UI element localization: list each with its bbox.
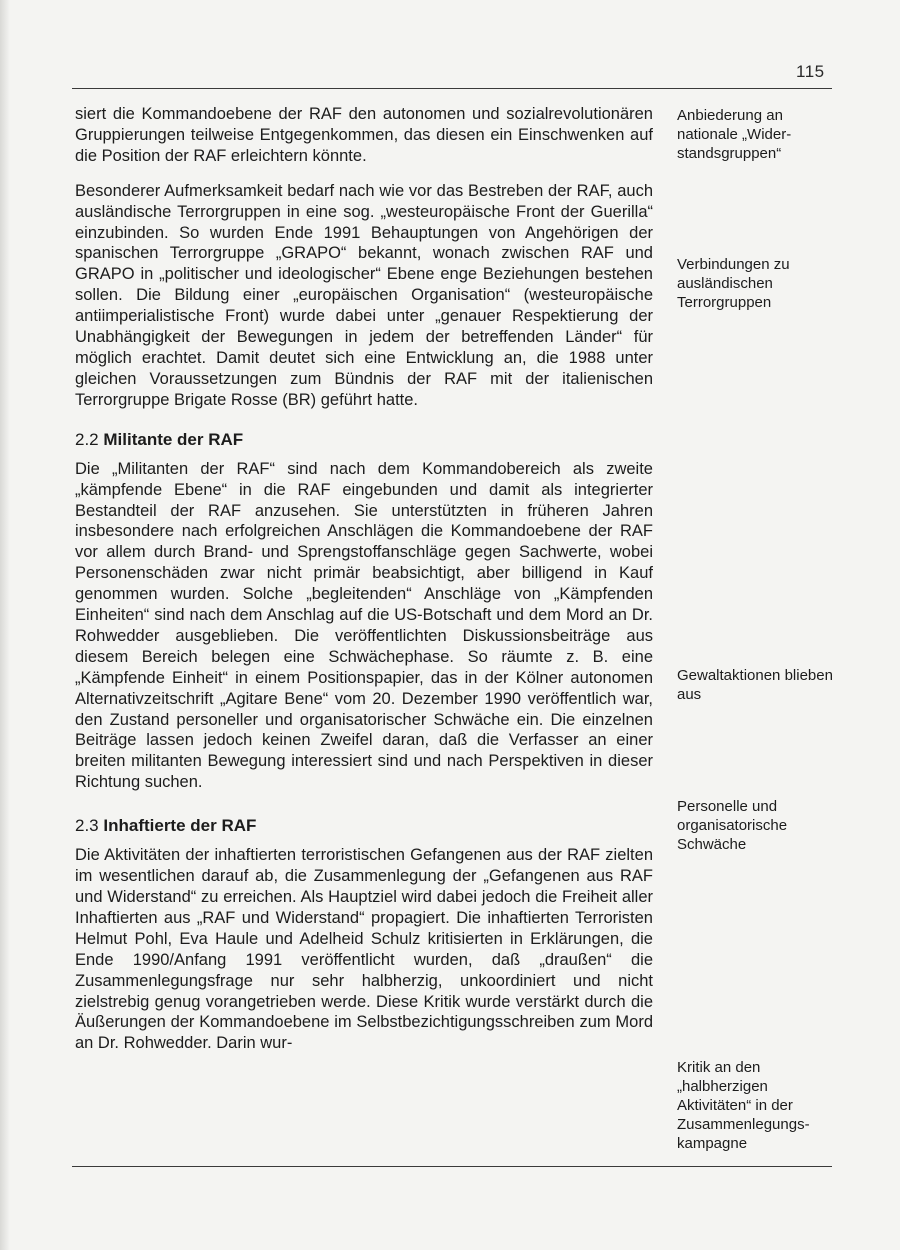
paragraph-1: siert die Kommandoebene der RAF den autonomen und sozialrevolutionären Gruppierungen teilweise Entgegenkommen, das diesen ein Einschwenken auf die Position der RAF erleichtern könnte. (75, 105, 653, 165)
scan-edge-shadow (0, 0, 10, 1250)
section-title: Militante der RAF (103, 429, 244, 449)
section-2-3-paragraph: Die Aktivitäten der inhaftierten terroristischen Gefangenen aus der RAF zielten im wesentlichen darauf ab, die Zusammenlegung der „Gefangenen aus RAF und Widerstand“ zu erreichen. Als Hauptziel wird dabei jedoch die Freiheit aller Inhaftierten aus „RAF und Widerstand“ propagiert. Die inhaftierten Terroristen Helmut Pohl, Eva Haule und Adelheid Schulz kritisierten in Erklärungen, die Ende 1990/Anfang 1991 veröffentlicht wurden, daß „draußen“ die Zusammenlegungsfrage nur sehr halbherzig, unkoordiniert und nicht zielstrebig genug vorangetrieben werde. Diese Kritik wurde verstärkt durch die Äußerungen der Kommandoebene im Selbstbezichtigungsschreiben zum Mord an Dr. Rohwedder. Darin wur- (75, 846, 653, 1053)
margin-note-gewaltaktionen: Gewaltaktionen blieben aus (677, 667, 833, 703)
header-rule (72, 88, 832, 89)
margin-note-anbiederung: Anbiederung an nationale „Widerstandsgruppen“ (677, 107, 792, 162)
paragraph-2: Besonderer Aufmerksamkeit bedarf nach wie vor das Bestreben der RAF, auch ausländische Terrorgruppen in eine sog. „westeuropäische Front der Guerilla“ einzubinden. So wurden Ende 1991 Behauptungen von Angehörigen der spanischen Terrorgruppe „GRAPO“ bekannt, wonach zwischen RAF und GRAPO in „politischer und ideologischer“ Ebene enge Beziehungen bestehen sollen. Die Bildung einer „europäischen Organisation“ (westeuropäische antiimperialistische Front) wurde dabei unter „genauer Respektierung der Unabhängigkeit der Bewegungen in jedem der betreffenden Länder“ für möglich erachtet. Damit deutet sich eine Entwicklung an, die 1988 unter gleichen Voraussetzungen zum Bündnis der RAF mit der italienischen Terrorgruppe Brigate Rosse (BR) geführt hatte. (75, 181, 653, 409)
section-number: 2.2 (75, 429, 99, 449)
section-heading-2-2 (75, 429, 653, 451)
section-2-2-paragraph: Die „Militanten der RAF“ sind nach dem Kommandobereich als zweite „kämpfende Ebene“ in die RAF eingebunden und damit als integrierter Bestandteil der RAF anzusehen. Sie unterstützten in früheren Jahren insbesondere nach erfolgreichen Anschlägen die Kommandoebene der RAF vor allem durch Brand- und Sprengstoffanschläge gegen Sachwerte, wobei Personenschäden zwar nicht primär beabsichtigt, aber billigend in Kauf genommen wurden. Solche „begleitenden“ Anschläge von „Kämpfenden Einheiten“ sind nach dem Anschlag auf die US-Botschaft und dem Mord an Dr. Rohwedder ausgeblieben. Die veröffentlichten Diskussionsbeiträge aus diesem Bereich belegen eine Schwächephase. So räumte z. B. eine „Kämpfende Einheit“ in einem Positionspapier, das in der Kölner autonomen Alternativzeitschrift „Agitare Bene“ vom 20. Dezember 1990 veröffentlich war, den Zustand personeller und organisatorischer Schwäche ein. Die einzelnen Beiträge lassen jedoch keinen Zweifel daran, daß die Verfasser an einer breiten militanten Bewegung interessiert sind und nach Perspektiven in dieser Richtung suchen. (75, 459, 653, 792)
section-heading-2-3 (75, 815, 653, 837)
margin-note-verbindungen: Verbindungen zu ausländischen Terrorgruppen (677, 256, 790, 311)
section-title: Inhaftierte der RAF (103, 816, 257, 836)
margin-note-schwaeche: Personelle und organisatorische Schwäche (677, 798, 788, 853)
margin-note-kritik: Kritik an den „halbherzigen Aktivitäten“ in der Zusammenlegungskampagne (677, 1059, 810, 1152)
main-text-column (75, 104, 653, 1068)
section-number: 2.3 (75, 816, 99, 836)
footer-rule (72, 1166, 832, 1167)
page-number: 115 (796, 62, 825, 81)
